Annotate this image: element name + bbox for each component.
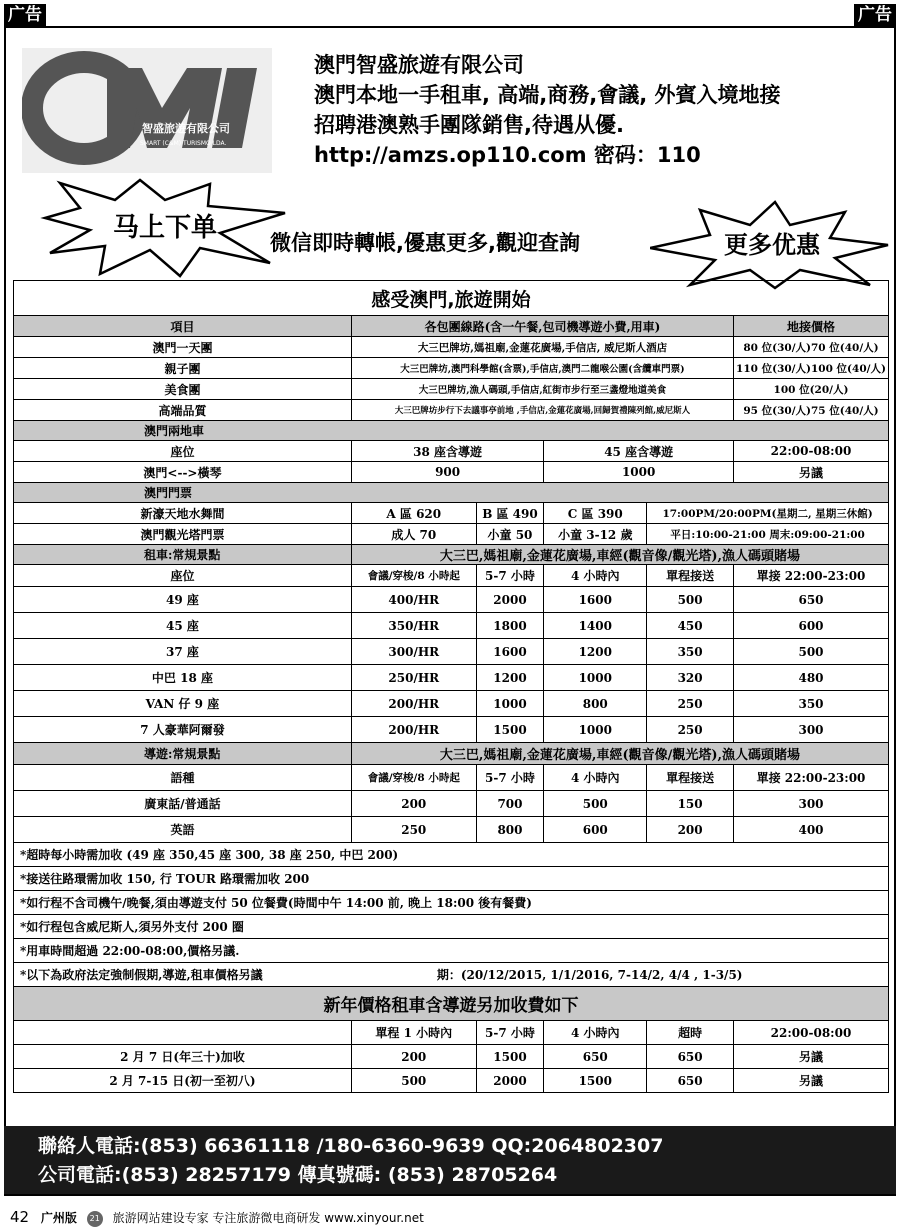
tour-row: 親子團 大三巴牌坊,澳門科學館(含票),手信店,澳門二龍喉公園(含纜車門票) 110 位(30/人)100 位(40/人)	[14, 358, 889, 379]
rental-row: 7 人豪華阿爾發 200/HR 1500 1000 250 300	[14, 717, 889, 743]
header-price: 地接價格	[734, 316, 889, 337]
transfer-row: 澳門<-->橫琴 900 1000 另議	[14, 462, 889, 483]
company-website[interactable]: http://amzs.op110.com 密码：110	[314, 143, 701, 167]
more-offers-text: 更多优惠	[724, 231, 820, 259]
newyear-title-row: 新年價格租車含導遊另加收費如下	[14, 987, 889, 1021]
rental-row: VAN 仔 9 座 200/HR 1000 800 250 350	[14, 691, 889, 717]
price-table	[13, 280, 889, 1093]
publisher-text: 旅游网站建设专家 专注旅游微电商研发 www.xinyour.net	[112, 1211, 424, 1225]
order-now-burst	[40, 178, 290, 278]
holiday-dates: 期：(20/12/2015, 1/1/2016, 7-14/2, 4/4 , 1-3/5)	[436, 968, 743, 982]
page-footer	[10, 1208, 424, 1227]
rental-section: 租車:常規景點 大三巴,媽祖廟,金蓮花廣場,車經(觀音像/觀光塔),漁人碼頭賭場	[14, 545, 889, 565]
rental-row: 45 座 350/HR 1800 1400 450 600	[14, 613, 889, 639]
ad-tag-right: 广告	[854, 4, 896, 26]
ticket-row: 新濠天地水舞間 A 區 620 B 區 490 C 區 390 17:00PM/20:00PM(星期二, 星期三休館)	[14, 503, 889, 524]
order-now-text: 马上下单	[112, 213, 218, 243]
publisher-icon: 21	[87, 1211, 103, 1227]
company-info	[314, 50, 781, 170]
edition: 广州版	[40, 1211, 77, 1225]
header-route: 各包團線路(含一午餐,包司機導遊小費,用車)	[351, 316, 733, 337]
holiday-note: *以下為政府法定強制假期,導遊,租車價格另議	[20, 968, 263, 982]
rental-header-row: 座位 會議/穿梭/8 小時起 5-7 小時 4 小時內 單程接送 單接 22:00-23:00	[14, 565, 889, 587]
tour-row: 高端品質 大三巴牌坊步行下去議事亭前地 ,手信店,金蓮花廣場,回歸賀禮陳列館,威尼斯人 95 位(30/人)75 位(40/人)	[14, 400, 889, 421]
transfer-section: 澳門兩地車	[14, 421, 889, 441]
slogan: 微信即時轉帳,優惠更多,觀迎查詢	[270, 231, 580, 255]
company-name: 澳門智盛旅遊有限公司	[314, 53, 524, 77]
note-row: *用車時間超過 22:00-08:00,價格另議.	[14, 939, 889, 963]
newyear-row: 2 月 7 日(年三十)加收 200 1500 650 650 另議	[14, 1045, 889, 1069]
note-row: *接送往路環需加收 150, 行 TOUR 路環需加收 200	[14, 867, 889, 891]
page-number: 42	[10, 1208, 30, 1226]
tickets-section: 澳門門票	[14, 483, 889, 503]
guide-section: 導遊:常規景點 大三巴,媽祖廟,金蓮花廣場,車經(觀音像/觀光塔),漁人碼頭賭場	[14, 743, 889, 765]
header-item: 項目	[14, 316, 352, 337]
guide-header-row: 語種 會議/穿梭/8 小時起 5-7 小時 4 小時內 單程接送 單接 22:00-23:00	[14, 765, 889, 791]
logo-english: SMART (C&M) TURISMO LDA.	[140, 140, 227, 147]
note-row: *如行程不含司機午/晚餐,須由導遊支付 50 位餐費(時間中午 14:00 前, 晚上 18:00 後有餐費)	[14, 891, 889, 915]
rental-row: 37 座 300/HR 1600 1200 350 500	[14, 639, 889, 665]
holiday-row	[14, 963, 889, 987]
note-row: *超時每小時需加收 (49 座 350,45 座 300, 38 座 250, 中巴 200)	[14, 843, 889, 867]
rental-row: 49 座 400/HR 2000 1600 500 650	[14, 587, 889, 613]
company-logo	[22, 48, 272, 173]
transfer-header-row: 座位 38 座含導遊 45 座含導遊 22:00-08:00	[14, 441, 889, 462]
tour-header-row	[14, 316, 889, 337]
company-phone: 公司電話:(853) 28257179 傳真號碼: (853) 28705264	[38, 1164, 558, 1186]
logo-chinese: 智盛旅遊有限公司	[142, 122, 230, 135]
contact-phone: 聯絡人電話:(853) 66361118 /180-6360-9639 QQ:2064802307	[38, 1135, 664, 1157]
ad-tag-left: 广告	[4, 4, 46, 26]
guide-row: 廣東話/普通話 200 700 500 150 300	[14, 791, 889, 817]
company-services: 澳門本地一手租車, 高端,商務,會議, 外賓入境地接	[314, 83, 781, 107]
newyear-row: 2 月 7-15 日(初一至初八) 500 2000 1500 650 另議	[14, 1069, 889, 1093]
guide-row: 英語 250 800 600 200 400	[14, 817, 889, 843]
contact-footer	[4, 1126, 896, 1194]
rental-row: 中巴 18 座 250/HR 1200 1000 320 480	[14, 665, 889, 691]
note-row: *如行程包含威尼斯人,須另外支付 200 圈	[14, 915, 889, 939]
table-title: 感受澳門,旅遊開始	[14, 281, 889, 316]
more-offers-burst	[650, 200, 890, 290]
tour-row: 美食團 大三巴牌坊,漁人碼頭,手信店,紅街市步行至三盞燈地道美食 100 位(20/人)	[14, 379, 889, 400]
ticket-row: 澳門觀光塔門票 成人 70 小童 50 小童 3-12 歲 平日:10:00-21:00 周末:09:00-21:00	[14, 524, 889, 545]
company-recruit: 招聘港澳熟手團隊銷售,待遇从優.	[314, 113, 624, 137]
tour-row: 澳門一天團 大三巴牌坊,媽祖廟,金蓮花廣場,手信店, 威尼斯人酒店 80 位(30/人)70 位(40/人)	[14, 337, 889, 358]
newyear-header-row: 單程 1 小時內 5-7 小時 4 小時內 超時 22:00-08:00	[14, 1021, 889, 1045]
